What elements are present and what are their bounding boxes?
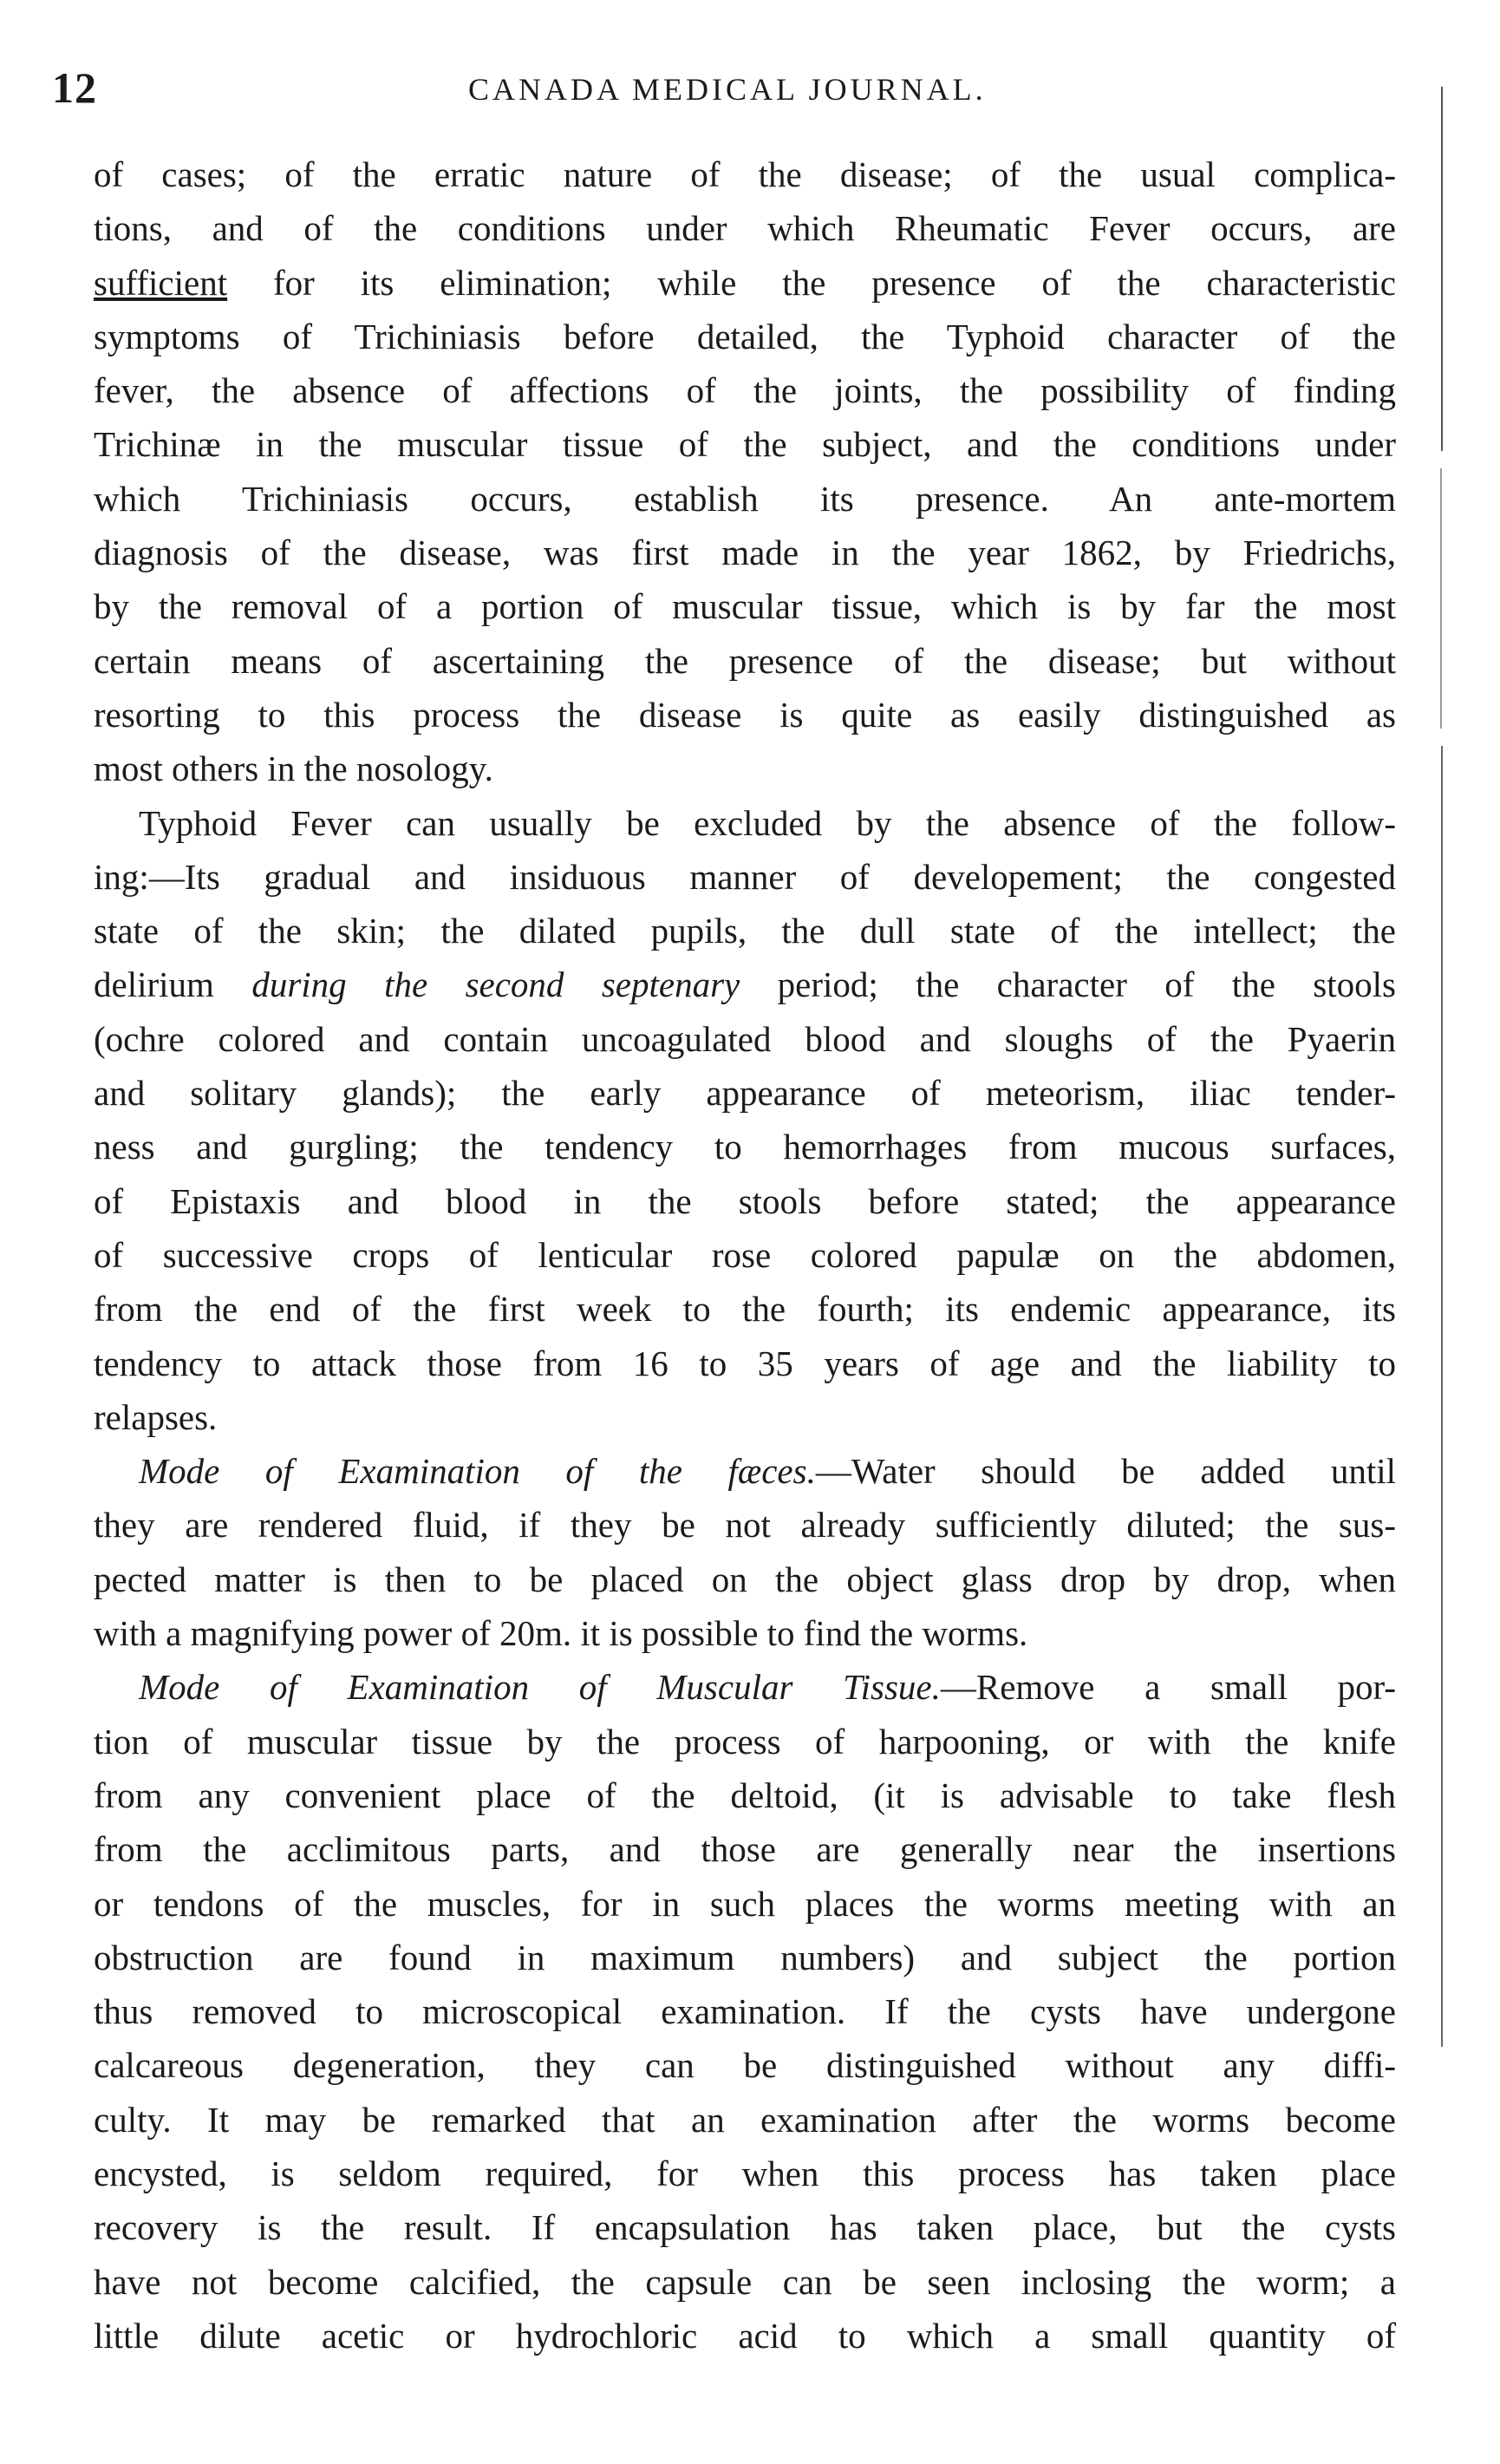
text-line <box>94 256 1396 310</box>
text-line <box>94 1444 1396 1498</box>
running-head: CANADA MEDICAL JOURNAL. <box>468 72 987 107</box>
text-line: from the end of the first week to the fourth; its endemic appearance, its <box>94 1289 1396 1330</box>
body-text <box>94 147 1396 2363</box>
italic-heading: Mode of Examination of the fæces. <box>139 1451 816 1492</box>
text-line: (ochre colored and contain uncoagulated blood and sloughs of the Pyaerin <box>94 1018 1396 1059</box>
text-run: for its elimination; while the presence of the characteristic <box>227 262 1396 303</box>
text-line: resorting to this process the disease is quite as easily distinguished as <box>94 694 1396 735</box>
italic-phrase: during the second septenary <box>251 964 740 1005</box>
text-line: or tendons of the muscles, for in such places the worms meeting with an <box>94 1883 1396 1924</box>
text-line: ing:—Its gradual and insiduous manner of developement; the congested <box>94 856 1396 897</box>
text-line: from the acclimitous parts, and those are generally near the insertions <box>94 1829 1396 1870</box>
text-line: diagnosis of the disease, was first made in the year 1862, by Friedrichs, <box>94 533 1396 573</box>
text-line: state of the skin; the dilated pupils, the dull state of the intellect; the <box>94 911 1396 951</box>
text-line: of successive crops of lenticular rose colored papulæ on the abdomen, <box>94 1234 1396 1275</box>
text-run: —Remove a small por- <box>940 1667 1396 1708</box>
text-line: pected matter is then to be placed on the object glass drop by drop, when <box>94 1559 1396 1599</box>
text-run: period; the character of the stools <box>740 964 1396 1005</box>
text-line: tendency to attack those from 16 to 35 years of age and the liability to <box>94 1343 1396 1383</box>
text-line: culty. It may be remarked that an examination after the worms become <box>94 2099 1396 2140</box>
text-line: calcareous degeneration, they can be distinguished without any diffi- <box>94 2045 1396 2086</box>
text-line: Typhoid Fever can usually be excluded by the absence of the follow- <box>139 802 1396 843</box>
text-line: with a magnifying power of 20m. it is possible to find the worms. <box>94 1613 1028 1654</box>
text-line <box>94 1660 1396 1714</box>
text-line: tions, and of the conditions under which Rheumatic Fever occurs, are <box>94 208 1396 249</box>
text-line: encysted, is seldom required, for when this process has taken place <box>94 2153 1396 2193</box>
text-line: ness and gurgling; the tendency to hemorrhages from mucous surfaces, <box>94 1127 1396 1167</box>
text-line: and solitary glands); the early appearance of meteorism, iliac tender- <box>94 1073 1396 1114</box>
text-line: recovery is the result. If encapsulation has taken place, but the cysts <box>94 2207 1396 2248</box>
text-run: delirium <box>94 964 252 1005</box>
text-line: of cases; of the erratic nature of the disease; of the usual complica- <box>94 154 1396 194</box>
page-header <box>52 62 1405 123</box>
text-line: by the removal of a portion of muscular tissue, which is by far the most <box>94 586 1396 627</box>
text-line: relapses. <box>94 1396 218 1437</box>
text-line: they are rendered fluid, if they be not already sufficiently diluted; the sus- <box>94 1505 1396 1546</box>
italic-heading: Mode of Examination of Muscular Tissue. <box>139 1667 941 1708</box>
text-line: obstruction are found in maximum numbers) and subject the portion <box>94 1937 1396 1977</box>
text-line: little dilute acetic or hydrochloric acid to which a small quantity of <box>94 2315 1396 2356</box>
text-run: —Water should be added until <box>815 1451 1397 1492</box>
text-line: from any convenient place of the deltoid, (it is advisable to take flesh <box>94 1774 1396 1815</box>
text-line: thus removed to microscopical examination. If the cysts have undergone <box>94 1991 1396 2032</box>
text-line: which Trichiniasis occurs, establish its presence. An ante-mortem <box>94 478 1396 519</box>
text-line: have not become calcified, the capsule can be seen inclosing the worm; a <box>94 2261 1396 2302</box>
text-line: symptoms of Trichiniasis before detailed, the Typhoid character of the <box>94 316 1396 356</box>
text-line: of Epistaxis and blood in the stools before stated; the appearance <box>94 1180 1396 1221</box>
text-line: certain means of ascertaining the presence of the disease; but without <box>94 640 1396 681</box>
binding-edge-mark <box>1436 87 1448 2186</box>
text-line: Trichinæ in the muscular tissue of the subject, and the conditions under <box>94 424 1396 465</box>
text-line: tion of muscular tissue by the process of harpooning, or with the knife <box>94 1721 1396 1761</box>
text-line <box>94 957 1396 1011</box>
underlined-word: sufficient <box>94 262 228 303</box>
page-number: 12 <box>52 63 97 112</box>
text-line: most others in the nosology. <box>94 748 493 789</box>
text-line: fever, the absence of affections of the joints, the possibility of finding <box>94 370 1396 411</box>
